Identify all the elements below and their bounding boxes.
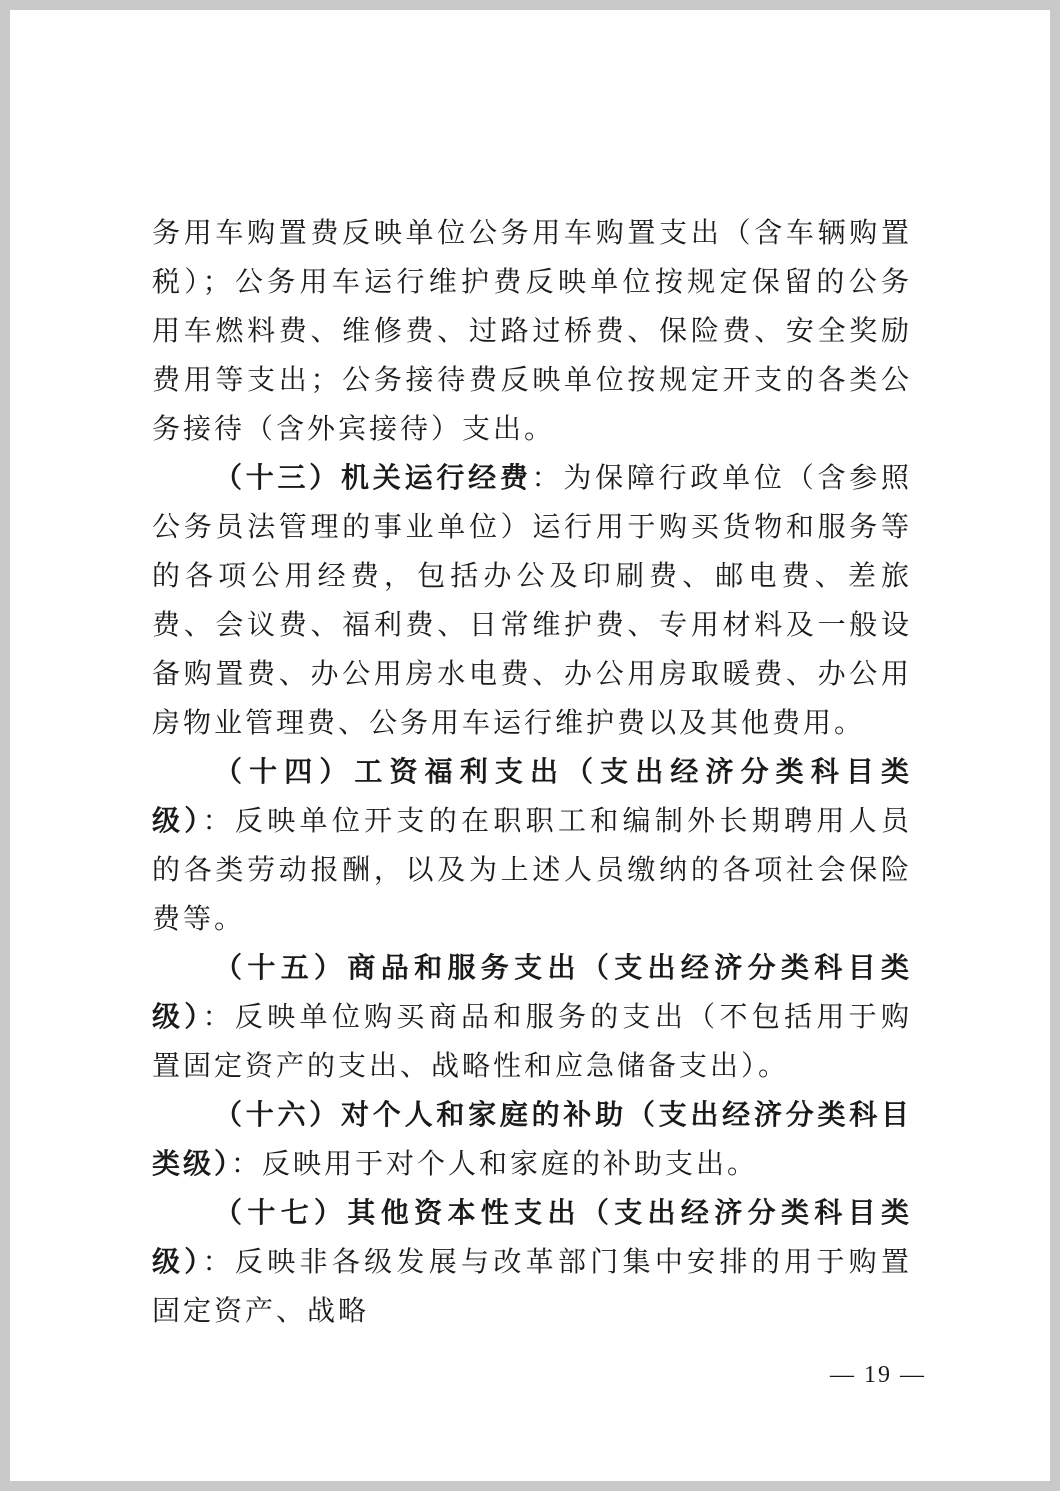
item-16-text: ：反映用于对个人和家庭的补助支出。 bbox=[231, 1147, 759, 1180]
paragraph-item-17 bbox=[152, 1188, 912, 1335]
item-14-text: ：反映单位开支的在职职工和编制外长期聘用人员的各类劳动报酬，以及为上述人员缴纳的各项社会保险费等。 bbox=[152, 804, 912, 935]
paragraph-item-15 bbox=[152, 943, 912, 1090]
paragraph-text: 务用车购置费反映单位公务用车购置支出（含车辆购置税）；公务用车运行维护费反映单位按规定保留的公务用车燃料费、维修费、过路过桥费、保险费、安全奖励费用等支出；公务接待费反映单位按规定开支的各类公务接待（含外宾接待）支出。 bbox=[152, 216, 912, 445]
item-13-text: ：为保障行政单位（含参照公务员法管理的事业单位）运行用于购买货物和服务等的各项公用经费，包括办公及印刷费、邮电费、差旅费、会议费、福利费、日常维护费、专用材料及一般设备购置费、办公用房水电费、办公用房取暖费、办公用房物业管理费、公务用车运行维护费以及其他费用。 bbox=[152, 461, 912, 739]
item-15-text: ：反映单位购买商品和服务的支出（不包括用于购置固定资产的支出、战略性和应急储备支出）。 bbox=[152, 1000, 912, 1082]
document-page bbox=[10, 10, 1050, 1481]
paragraph-item-16 bbox=[152, 1090, 912, 1188]
page-number: — 19 — bbox=[830, 1362, 926, 1388]
paragraph-vehicle-expenses bbox=[152, 208, 912, 453]
item-16-heading: （十六）对个人和家庭的补助（支出经济分类科目类级） bbox=[152, 1098, 912, 1180]
paragraph-item-14 bbox=[152, 747, 912, 943]
paragraph-item-13 bbox=[152, 453, 912, 747]
body-text bbox=[152, 208, 912, 1335]
item-14-heading: （十四）工资福利支出（支出经济分类科目类级） bbox=[152, 755, 912, 837]
item-13-heading: （十三）机关运行经费 bbox=[214, 461, 532, 494]
item-17-heading: （十七）其他资本性支出（支出经济分类科目类级） bbox=[152, 1196, 912, 1278]
item-17-text: ：反映非各级发展与改革部门集中安排的用于购置固定资产、战略 bbox=[152, 1245, 912, 1327]
item-15-heading: （十五）商品和服务支出（支出经济分类科目类级） bbox=[152, 951, 912, 1033]
